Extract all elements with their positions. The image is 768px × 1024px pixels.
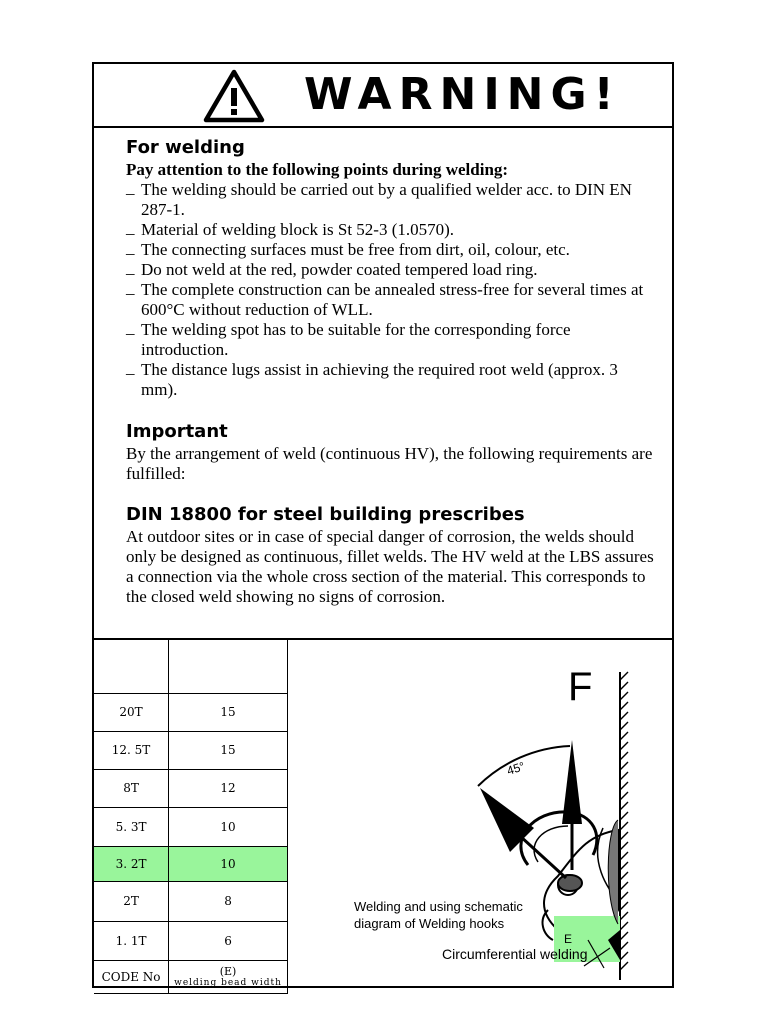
welding-lead: Pay attention to the following points during welding: (126, 160, 509, 179)
instructions (126, 136, 656, 607)
width-cell: 15 (169, 731, 288, 769)
code-cell: 20T (94, 693, 169, 731)
table-footer-row (94, 960, 288, 993)
force-label: F (568, 665, 593, 709)
width-cell: 10 (169, 846, 288, 881)
welding-points (126, 180, 656, 400)
welding-hook-diagram (288, 640, 674, 988)
din-text: At outdoor sites or in case of special danger of corrosion, the welds should only be designed as continuous, fillet welds. The HV weld at the LBS assures a connection via the whole cross section of the material. This corresponds to the closed weld showing no signs of corrosion. (126, 527, 654, 606)
warning-triangle-icon (202, 68, 266, 124)
code-cell: 12. 5T (94, 731, 169, 769)
table-row (94, 769, 288, 807)
warning-title: WARNING! (304, 69, 621, 120)
table-cell (169, 639, 288, 693)
weld-caption: Circumferential welding (442, 946, 588, 962)
table-row (94, 807, 288, 846)
table-row (94, 921, 288, 960)
width-cell: 6 (169, 921, 288, 960)
table-row (94, 881, 288, 921)
welding-point: _ Material of welding block is St 52-3 (1.0570). (126, 220, 656, 240)
welding-point: _ Do not weld at the red, powder coated tempered load ring. (126, 260, 656, 280)
diagram-caption-line2: diagram of Welding hooks (354, 916, 505, 931)
width-cell: 12 (169, 769, 288, 807)
diagram-caption-line1: Welding and using schematic (354, 899, 523, 914)
width-cell: 8 (169, 881, 288, 921)
welding-point: _ The connecting surfaces must be free from dirt, oil, colour, etc. (126, 240, 656, 260)
welding-point: _ The complete construction can be annealed stress-free for several times at 600°C without reduction of WLL. (126, 280, 656, 320)
warning-sheet (92, 62, 674, 988)
table-row-highlighted (94, 846, 288, 881)
code-cell: 5. 3T (94, 807, 169, 846)
weld-label: E (564, 932, 573, 946)
table-header-row (94, 639, 288, 693)
welding-point: _ The distance lugs assist in achieving the required root weld (approx. 3 mm). (126, 360, 656, 400)
welding-point: _ The welding should be carried out by a qualified welder acc. to DIN EN 287-1. (126, 180, 656, 220)
code-cell: 3. 2T (94, 846, 169, 881)
din-heading: DIN 18800 for steel building prescribes (126, 504, 525, 525)
code-cell: 2T (94, 881, 169, 921)
table-cell (94, 639, 169, 693)
important-heading: Important (126, 421, 228, 442)
width-label: welding bead width (174, 978, 282, 988)
important-text: By the arrangement of weld (continuous HV), the following requirements are fulfilled: (126, 444, 653, 483)
width-cell: 15 (169, 693, 288, 731)
for-welding-heading: For welding (126, 137, 245, 158)
warning-header (94, 64, 672, 128)
width-label-cell (169, 960, 288, 993)
code-label: CODE No (94, 960, 169, 993)
diagram-caption (354, 898, 523, 932)
e-label: (E) (219, 965, 237, 978)
welding-point: _ The welding spot has to be suitable for the corresponding force introduction. (126, 320, 656, 360)
width-cell: 10 (169, 807, 288, 846)
table-row (94, 693, 288, 731)
code-cell: 1. 1T (94, 921, 169, 960)
angle-label: 45° (505, 759, 527, 778)
table-row (94, 731, 288, 769)
weld-width-table (94, 639, 288, 994)
code-cell: 8T (94, 769, 169, 807)
